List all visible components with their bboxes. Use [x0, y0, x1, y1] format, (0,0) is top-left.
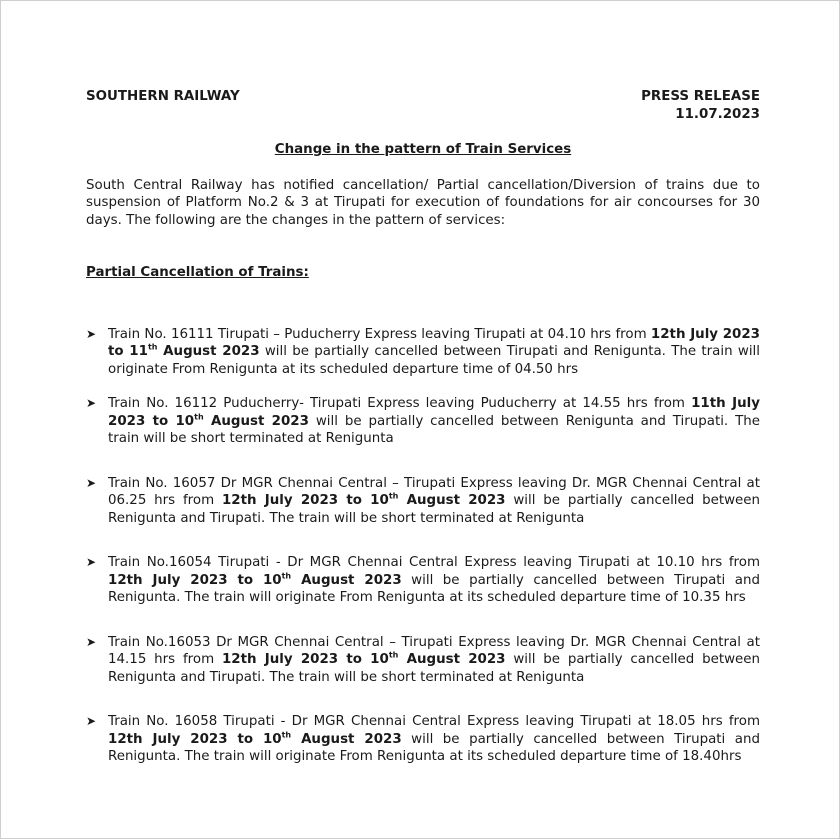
train-list — [86, 326, 760, 766]
release-info — [641, 88, 760, 123]
item-text: will be partially cancelled between Tirupati and Renigunta. The train will originate From Renigunta at its scheduled departure time of 18.40hrs — [108, 731, 760, 764]
document-title: Change in the pattern of Train Services — [274, 142, 572, 157]
train-item — [86, 634, 760, 687]
release-type: PRESS RELEASE — [641, 89, 760, 104]
item-text: Train No. 16112 Puducherry- Tirupati Express leaving Puducherry at 14.55 hrs from — [108, 396, 692, 411]
date-range-end: August 2023 — [398, 652, 506, 667]
date-range-end: August 2023 — [398, 493, 506, 508]
train-item — [86, 713, 760, 766]
item-text: will be partially cancelled between Tirupati and Renigunta. The train will originate From Renigunta at its scheduled departure time of 04.50 hrs — [108, 344, 760, 377]
date-range-start: 11th July 2023 to 10 — [108, 396, 760, 429]
date-range-end: August 2023 — [291, 572, 402, 588]
intro-paragraph: South Central Railway has notified cancellation/ Partial cancellation/Diversion of trains due to suspension of Platform No.2 & 3 at Tirupati for execution of foundations for air concourses for 30 days. The following are the changes in the pattern of services: — [86, 177, 760, 228]
organization-name: SOUTHERN RAILWAY — [86, 89, 240, 104]
date-range-end: August 2023 — [291, 731, 402, 747]
arrowhead-bullet-icon: ➤ — [86, 714, 97, 728]
ordinal-suffix: th — [194, 412, 204, 422]
item-text: Train No. 16058 Tirupati - Dr MGR Chennai Central Express leaving Tirupati at 18.05 hrs from — [108, 714, 760, 729]
item-text: Train No.16053 Dr MGR Chennai Central – Tirupati Express leaving Dr. MGR Chennai Central at 14.15 hrs from — [108, 634, 760, 667]
item-text: Train No. 16057 Dr MGR Chennai Central – Tirupati Express leaving Dr. MGR Chennai Central at 06.25 hrs from — [108, 475, 760, 508]
train-item — [86, 395, 760, 448]
arrowhead-bullet-icon: ➤ — [86, 555, 97, 569]
item-text: will be partially cancelled between Renigunta and Tirupati. The train will be short terminated at Renigunta — [108, 652, 760, 685]
train-item — [86, 554, 760, 607]
train-item — [86, 326, 760, 379]
document-header — [86, 88, 760, 123]
item-text: Train No. 16111 Tirupati – Puducherry Express leaving Tirupati at 04.10 hrs from — [108, 326, 651, 342]
release-date: 11.07.2023 — [675, 106, 760, 122]
date-range-start: 12th July 2023 to 10 — [221, 493, 389, 508]
date-range-start: 12th July 2023 to 11 — [108, 326, 760, 359]
arrowhead-bullet-icon: ➤ — [86, 326, 97, 341]
press-release-document — [86, 88, 760, 766]
ordinal-suffix: th — [281, 730, 292, 740]
date-range-end: August 2023 — [203, 413, 309, 429]
ordinal-suffix: th — [388, 491, 399, 501]
date-range-start: 12th July 2023 to 10 — [108, 572, 282, 588]
item-date-range — [108, 573, 402, 588]
item-date-range — [222, 652, 506, 667]
arrowhead-bullet-icon: ➤ — [86, 634, 97, 649]
item-text: will be partially cancelled between Renigunta and Tirupati. The train will be short terminated at Renigunta — [108, 493, 760, 526]
item-date-range — [222, 493, 506, 508]
arrowhead-bullet-icon: ➤ — [86, 396, 97, 410]
ordinal-suffix: th — [388, 650, 399, 660]
date-range-start: 12th July 2023 to 10 — [108, 731, 282, 747]
ordinal-suffix: th — [147, 342, 158, 352]
item-text: Train No.16054 Tirupati - Dr MGR Chennai Central Express leaving Tirupati at 10.10 hrs from — [108, 555, 760, 570]
item-date-range — [108, 732, 402, 747]
date-range-end: August 2023 — [157, 344, 260, 359]
train-item — [86, 475, 760, 528]
item-text: will be partially cancelled between Tirupati and Renigunta. The train will originate From Renigunta at its scheduled departure time of 10.35 hrs — [108, 572, 760, 605]
ordinal-suffix: th — [281, 571, 292, 581]
date-range-start: 12th July 2023 to 10 — [221, 652, 389, 667]
arrowhead-bullet-icon: ➤ — [86, 475, 97, 490]
item-text: will be partially cancelled between Renigunta and Tirupati. The train will be short terminated at Renigunta — [108, 413, 760, 446]
section-heading: Partial Cancellation of Trains: — [86, 265, 309, 280]
